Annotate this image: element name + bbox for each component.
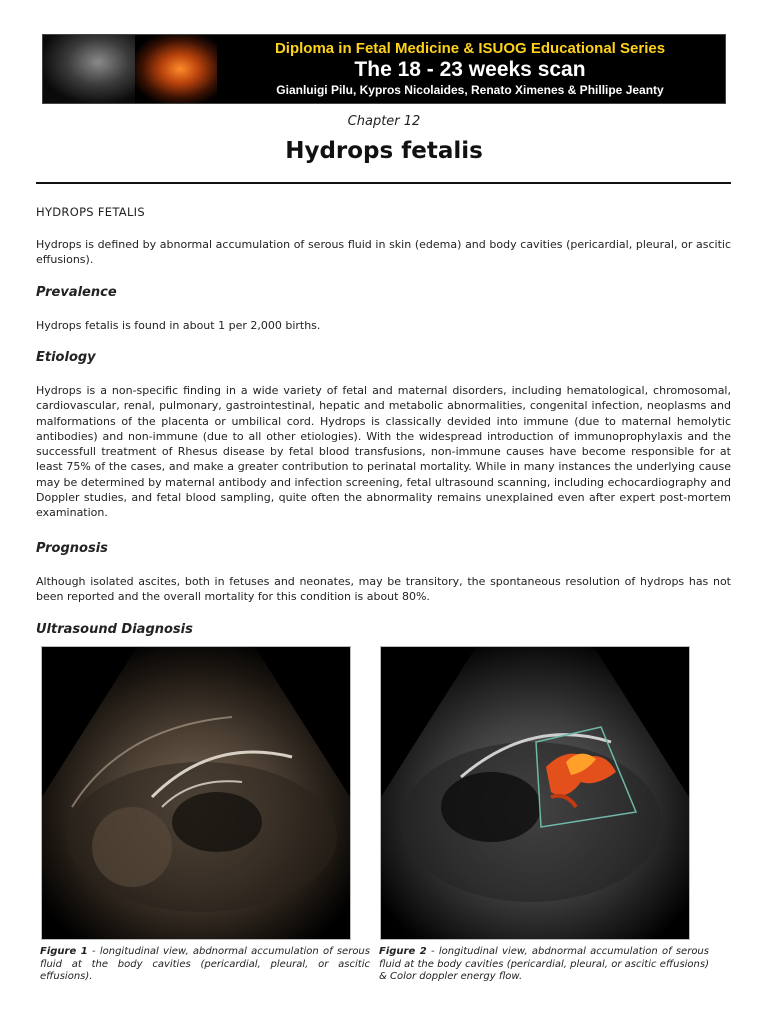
figure-1-label: Figure 1: [40, 946, 88, 957]
banner-doppler-image: [135, 35, 217, 103]
paragraph-prognosis: Although isolated ascites, both in fetuses and neonates, may be transitory, the spontaneous resolution of hydrops has not been reported and the overall mortality for this condition is about 80%.: [36, 575, 731, 604]
figure-2-doppler-image: [380, 646, 690, 940]
banner-ultrasound-image: [43, 35, 135, 103]
section-heading-ultrasound: Ultrasound Diagnosis: [36, 622, 193, 637]
paragraph-etiology: Hydrops is a non-specific finding in a wide variety of fetal and maternal disorders, including hematological, chromosomal, cardiovascular, renal, pulmonary, gastrointestinal, hepatic and metabolic abnormalities, congenital infection, neoplasms and malformations of the placenta or umbilical cord. Hydrops is classically devided into immune (due to maternal hemolytic antibodies) and non-immune (due to all other etiologies). With the widespread introduction of immunoprophylaxis and the successfull treatment of Rhesus disease by fetal blood transfusions, non-immune causes have become responsible for at least 75% of the cases, and make a greater contribution to perinatal mortality. While in many instances the underlying cause may be determined by maternal antibody and infection screening, fetal ultrasound scanning, including echocardiography and Doppler studies, and fetal blood sampling, quite often the abnormality remains unexplained even after expert post-mortem examination.: [36, 384, 731, 520]
header-banner: [42, 34, 726, 104]
figure-2-caption: [379, 946, 709, 984]
chapter-label: Chapter 12: [347, 114, 421, 129]
section-heading-hydrops: HYDROPS FETALIS: [36, 205, 145, 219]
figure-2-caption-text: - longitudinal view, abdnormal accumulation of serous fluid at the body cavities (pericardial, pleural, or ascitic effusions) & Color doppler energy flow.: [379, 946, 709, 982]
figure-2-label: Figure 2: [379, 946, 427, 957]
banner-series-title: Diploma in Fetal Medicine & ISUOG Educational Series: [274, 40, 666, 57]
banner-text: [221, 35, 719, 97]
paragraph-prevalence: Hydrops fetalis is found in about 1 per 2,000 births.: [36, 319, 321, 332]
section-heading-prevalence: Prevalence: [36, 285, 117, 300]
banner-authors: Gianluigi Pilu, Kypros Nicolaides, Renato Ximenes & Phillipe Jeanty: [276, 83, 664, 97]
paragraph-definition: Hydrops is defined by abnormal accumulation of serous fluid in skin (edema) and body cavities (pericardial, pleural, or ascitic effusions).: [36, 238, 731, 267]
figure-1-caption: [40, 946, 370, 984]
page-title: Hydrops fetalis: [285, 138, 483, 164]
figure-1-caption-text: - longitudinal view, abdnormal accumulation of serous fluid at the body cavities (pericardial, pleural, or ascitic effusions).: [40, 946, 370, 982]
banner-main-title: The 18 - 23 weeks scan: [354, 58, 586, 81]
section-heading-etiology: Etiology: [36, 350, 96, 365]
title-divider: [36, 182, 731, 184]
section-heading-prognosis: Prognosis: [36, 541, 108, 556]
figure-1-ultrasound-image: [41, 646, 351, 940]
